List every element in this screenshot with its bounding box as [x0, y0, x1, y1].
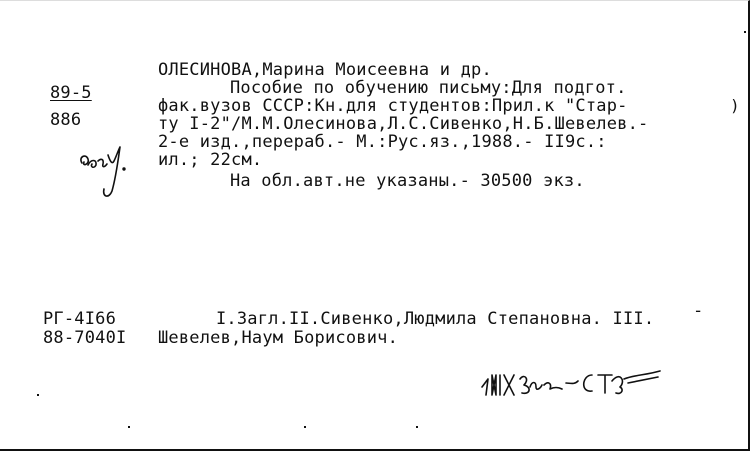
registration-number-1: РГ-4I66 — [43, 309, 117, 329]
scan-speck — [128, 426, 130, 428]
title-line-1: Пособие по обучению письму:Для подгот. — [230, 78, 627, 98]
margin-dash: - — [693, 301, 704, 321]
title-line-3: ту I-2"/М.М.Олесинова,Л.С.Сивенко,Н.Б.Шевелев.- — [158, 114, 649, 134]
registration-number-2: 88-7040I — [43, 328, 127, 348]
margin-bracket: ) — [730, 96, 740, 115]
handwritten-shelf-note — [78, 141, 138, 221]
scan-speck — [416, 426, 418, 428]
title-line-2: фак.вузов СССР:Кн.для студентов:Прил.к "Стар- — [158, 96, 628, 116]
physical-description: ил.; 22см. — [158, 150, 263, 170]
author-heading: ОЛЕСИНОВА,Марина Моисеевна и др. — [158, 60, 492, 80]
imprint-line: 2-е изд.,перераб.- М.:Рус.яз.,1988.- II9с.: — [158, 132, 607, 152]
scan-speck — [304, 426, 306, 428]
scan-speck — [744, 31, 746, 33]
call-number-top: 89-5 — [50, 83, 92, 103]
note-line: На обл.авт.не указаны.- 30500 экз. — [230, 171, 585, 191]
handwritten-inventory-note — [478, 365, 678, 405]
call-number-bottom: 886 — [50, 110, 82, 130]
tracing-line-2: Шевелев,Наум Борисович. — [158, 328, 399, 348]
scan-speck — [37, 394, 39, 396]
tracing-line-1: I.Загл.II.Сивенко,Людмила Степановна. III. — [216, 309, 655, 329]
